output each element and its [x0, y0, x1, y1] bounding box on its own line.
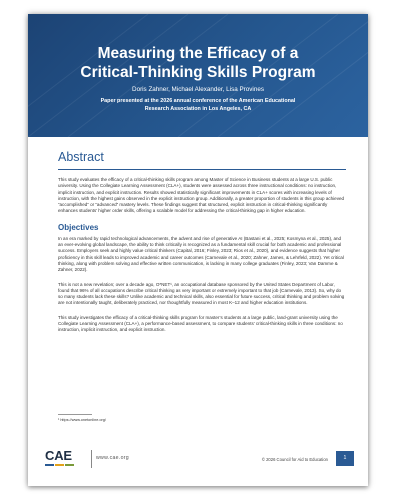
abstract-heading: Abstract	[58, 150, 104, 164]
venue	[58, 98, 338, 113]
page-number: 1	[336, 451, 354, 466]
venue-line-1: Paper presented at the 2026 annual conference of the American Educational	[100, 98, 296, 104]
page-footer	[28, 434, 368, 486]
authors: Doris Zahner, Michael Alexander, Lisa Provines	[132, 86, 264, 93]
objectives-paragraph-2: This is not a new revelation; over a decade ago, O*NET¹, an occupational database sponsored by the United States Department of Labor, found that 96% of all occupations describe critical thinking as very important or extremely important to that job (Carnevale, 2013). So, why do so many students lack these skills? Unlike academic and technical skills, also essential for future success, critical thinking and problem solving are not intentionally taught, deliberately practiced, nor thoughtfully measured in most K–12 and higher education institutions.	[58, 281, 345, 306]
footer-separator	[91, 450, 92, 468]
paper-page	[28, 14, 368, 486]
cae-logo	[45, 448, 74, 466]
title-banner	[28, 14, 368, 137]
abstract-text: This study evaluates the efficacy of a critical-thinking skills program among Master of Science in Business students at a large U.S. public university. Using the Collegiate Learning Assessment (CLA+), students were assessed across three instructional conditions: no instruction, implicit instruction, and explicit instruction. Results showed statistically significant improvements in CLA+ scores with increasing levels of instruction, with the highest gains observed in the explicit instruction group. Additionally, a greater proportion of students in this group achieved “accomplished” or “advanced” mastery levels. These findings suggest that structured, explicit instruction in critical-thinking significantly enhances students’ higher order skills, offering a scalable model for addressing the critical-thinking gap in higher education.	[58, 177, 345, 214]
objectives-paragraph-1: In an era marked by rapid technological advancements, the advent and rise of generative AI (Bastani et al., 2025; Kosmyna et al., 2025), and an ever-evolving global landscape, the ability to think critically is recognized as a fundamental skill crucial for both academic and professional success. Employers seek and highly value critical thinkers (Capital, 2016; Finley, 2023; Rios et al., 2020), and evidence suggests that higher proficiency in this skill leads to improved academic and career outcomes (Carnevale et al., 2020; Zahner, James, & Lehrfeld, 2022). Yet critical thinking, along with problem solving and effective written communication, is lacking in many college graduates (Finley, 2023; Van Damme & Zahner, 2022).	[58, 235, 344, 273]
objectives-paragraph-3: This study investigates the efficacy of a critical-thinking skills program for master’s students at a large public, land-grant university using the Collegiate Learning Assessment (CLA+), a performance-based assessment, to compare students’ critical-thinking skills in three conditions: no instruction, implicit instruction, and explicit instruction.	[58, 314, 343, 333]
paper-body	[58, 150, 346, 342]
objectives-heading: Objectives	[58, 222, 99, 232]
footnote: ¹ https://www.onetonline.org/	[58, 418, 106, 422]
logo-text: CAE	[45, 448, 72, 463]
footer-copyright: © 2026 Council for Aid to Education	[261, 457, 328, 462]
venue-line-2: Research Association in Los Angeles, CA	[144, 105, 252, 112]
abstract-divider	[58, 169, 346, 170]
title-line-1: Measuring the Efficacy of a	[97, 45, 299, 62]
paper-title	[38, 44, 358, 82]
footer-url[interactable]: www.cae.org	[96, 455, 129, 461]
title-line-2: Critical-Thinking Skills Program	[80, 64, 316, 81]
logo-underline	[45, 464, 74, 466]
footnote-divider	[58, 414, 92, 415]
